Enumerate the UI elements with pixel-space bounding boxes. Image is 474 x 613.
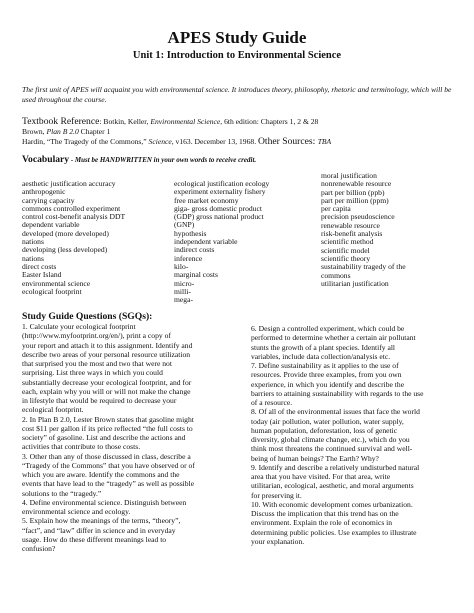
- question-line: utilitarian, ecological, aesthetic, and moral arguments: [251, 481, 414, 491]
- question-line: stunts the growth of a plant species. Identify all: [251, 342, 396, 352]
- vocab-term: kilo-: [174, 261, 189, 271]
- other-sources-value: TBA: [317, 136, 332, 146]
- question-line: ecological footprint.: [22, 405, 84, 415]
- question-line: describe two areas of your personal resource utilization: [22, 349, 191, 359]
- vocab-term: nations: [22, 253, 44, 263]
- question-line: events that have lead to the “tragedy” as well as possible: [22, 479, 195, 489]
- question-line: cost $11 per gallon if its price reflected “the full costs to: [22, 423, 193, 433]
- question-line: surprising. List three ways in which you could: [22, 368, 163, 378]
- question-line: environment. Explain the role of economics in: [251, 518, 393, 528]
- question-line: 8. Of all of the environmental issues that face the world: [251, 407, 420, 417]
- vocab-term: giga- gross domestic product: [174, 203, 262, 213]
- textbook-chapters: 6th edition: Chapters 1, 2 & 28: [222, 117, 319, 126]
- unit-subtitle: Unit 1: Introduction to Environmental Science: [132, 50, 342, 61]
- question-line: 3. Other than any of those discussed in class, describe a: [22, 451, 191, 461]
- vocab-term: control cost-benefit analysis DDT: [22, 212, 126, 222]
- vocab-term: hypothesis: [174, 228, 207, 238]
- other-sources-label: Other Sources:: [258, 135, 318, 147]
- question-line: 1. Calculate your ecological footprint: [22, 322, 136, 331]
- sgq-left-column: [22, 322, 247, 553]
- question-line: determining public policies. Use examples to illustrate: [251, 527, 417, 537]
- question-line: your explanation.: [251, 536, 305, 546]
- question-line: being of human beings? The Earth? Why?: [251, 453, 379, 463]
- hardin-details: , v163. December 13, 1968.: [171, 136, 258, 146]
- textbook-authors: : Botkin, Keller,: [99, 117, 151, 126]
- question-line: 9. Identify and describe a relatively undisturbed natural: [251, 462, 420, 472]
- vocabulary-note: - Must be HANDWRITTEN in your own words to receive credit.: [69, 156, 257, 164]
- vocab-term: (GDP) gross national product: [174, 212, 264, 222]
- question-line: that surprised you the most and two that were not: [22, 359, 172, 368]
- question-line: confusion?: [22, 544, 56, 553]
- vocab-term: moral justification: [321, 171, 377, 180]
- vocab-term: per capita: [321, 204, 351, 214]
- vocab-term: part per million (ppm): [321, 195, 389, 205]
- vocab-term: risk-benefit analysis: [321, 229, 383, 239]
- vocab-term: sustainability tragedy of the: [321, 262, 406, 272]
- vocabulary-heading: Vocabulary: [22, 154, 70, 165]
- question-line: experience, in which you identify and describe the: [251, 379, 405, 389]
- vocab-term: aesthetic justification accuracy: [22, 179, 116, 188]
- vocab-term: commons: [321, 270, 351, 280]
- vocab-term: environmental science: [22, 278, 91, 288]
- vocab-column-2: [174, 180, 269, 304]
- question-line: today (air pollution, water pollution, water supply,: [251, 416, 404, 426]
- hardin-journal: Science: [148, 136, 172, 146]
- vocab-term: Easter Island: [22, 270, 62, 280]
- references-block: [22, 117, 462, 146]
- textbook-title: Environmental Science,: [150, 117, 223, 126]
- vocab-term: dependent variable: [22, 220, 80, 230]
- vocab-term: indirect costs: [174, 245, 215, 255]
- vocab-term: commons controlled experiment: [22, 203, 121, 213]
- question-line: in lifestyle that would be required to decrease your: [22, 396, 177, 405]
- vocab-term: (GNP): [174, 220, 195, 230]
- question-line: 4. Define environmental science. Distinguish between: [22, 497, 187, 507]
- question-line: substantially decrease your ecological footprint, and for: [22, 377, 192, 387]
- question-line: “fact”, and “law” differ in science and in everyday: [22, 525, 176, 535]
- vocab-term: scientific method: [321, 237, 374, 247]
- vocab-term: nonrenewable resource: [321, 179, 392, 189]
- sgq-heading: Study Guide Questions (SGQs):: [22, 311, 153, 322]
- vocab-term: scientific model: [321, 245, 370, 255]
- vocab-column-3: [321, 172, 406, 288]
- question-line: activities that contribute to those costs.: [22, 442, 141, 452]
- vocab-term: scientific theory: [321, 253, 371, 263]
- hardin-citation: Hardin, “The Tragedy of the Commons,”: [22, 136, 149, 146]
- vocab-term: anthropogenic: [22, 187, 66, 197]
- question-line: variables, include data collection/analysis etc.: [251, 351, 391, 361]
- question-line: 6. Design a controlled experiment, which could be: [251, 324, 405, 333]
- page-title: APES Study Guide: [167, 28, 307, 47]
- brown-title: Plan B 2.0: [46, 126, 79, 136]
- vocab-term: precision pseudoscience: [321, 212, 395, 222]
- question-line: (http://www.myfootprint.org/en/), print a copy of: [22, 331, 171, 341]
- vocab-column-1: [22, 180, 125, 296]
- vocab-term: independent variable: [174, 237, 238, 247]
- question-line: each, explain why you will or will not make the change: [22, 386, 191, 396]
- vocab-term: free market economy: [174, 195, 239, 205]
- question-line: environmental science and ecology.: [22, 507, 131, 516]
- vocab-term: direct costs: [22, 261, 57, 271]
- question-line: area that you have visited. For that area, write: [251, 472, 391, 481]
- vocab-term: part per billion (ppb): [321, 187, 385, 197]
- question-line: 2. In Plan B 2.0, Lester Brown states that gasoline might: [22, 414, 194, 424]
- question-line: usage. How do these different meanings lead to: [22, 534, 167, 544]
- question-line: diversity, global climate change, etc.), which do you: [251, 435, 410, 444]
- vocab-term: ecological footprint: [22, 286, 82, 296]
- vocab-term: micro-: [174, 278, 195, 288]
- vocab-term: carrying capacity: [22, 195, 75, 205]
- vocab-term: nations: [22, 237, 44, 247]
- brown-author: Brown,: [22, 126, 47, 136]
- sgq-right-column: [251, 324, 474, 546]
- vocab-term: experiment externality fishery: [174, 187, 266, 197]
- vocab-term: developing (less developed): [22, 245, 108, 255]
- question-line: for preserving it.: [251, 490, 302, 500]
- question-line: barriers to attaining sustainability with regards to the use: [251, 388, 424, 398]
- brown-chapter: Chapter 1: [78, 126, 111, 136]
- question-line: society” of gasoline. List and describe the actions and: [22, 433, 186, 442]
- question-line: which you are aware. Identify the commons and the: [22, 470, 180, 479]
- vocab-term: milli-: [174, 286, 191, 296]
- vocab-term: mega-: [174, 295, 193, 305]
- question-line: 5. Explain how the meanings of the terms, “theory”,: [22, 516, 181, 526]
- question-line: “Tragedy of the Commons” that you have observed or of: [22, 460, 195, 470]
- question-line: Discuss the implication that this trend has on the: [251, 509, 399, 518]
- question-line: your report and attach it to this assignment. Identify and: [22, 340, 193, 350]
- vocab-term: renewable resource: [321, 220, 380, 230]
- question-line: think most threatens the continued survival and well-: [251, 444, 413, 454]
- textbook-reference-label: Textbook Reference: [22, 116, 100, 127]
- question-line: resources. Provide three examples, from you own: [251, 370, 402, 380]
- question-line: of a resource.: [251, 398, 293, 407]
- question-line: human population, deforestation, loss of genetic: [251, 425, 398, 435]
- question-line: solutions to the “tragedy.”: [22, 488, 102, 498]
- question-line: performed to determine whether a certain air pollutant: [251, 333, 416, 343]
- vocab-term: marginal costs: [174, 270, 218, 280]
- vocab-term: inference: [174, 253, 203, 263]
- intro-paragraph: The first unit of APES will acquaint you with environmental science. It introduces theory, philosophy, rhetoric and terminology, which will be used throughout the course.: [22, 85, 452, 104]
- question-line: 7. Define sustainability as it applies to the use of: [251, 361, 399, 370]
- question-line: 10. With economic development comes urbanization.: [251, 499, 413, 509]
- vocab-term: utilitarian justification: [321, 278, 389, 288]
- vocabulary-heading-row: [22, 154, 462, 165]
- vocab-term: developed (more developed): [22, 228, 109, 238]
- vocab-term: ecological justification ecology: [174, 179, 270, 188]
